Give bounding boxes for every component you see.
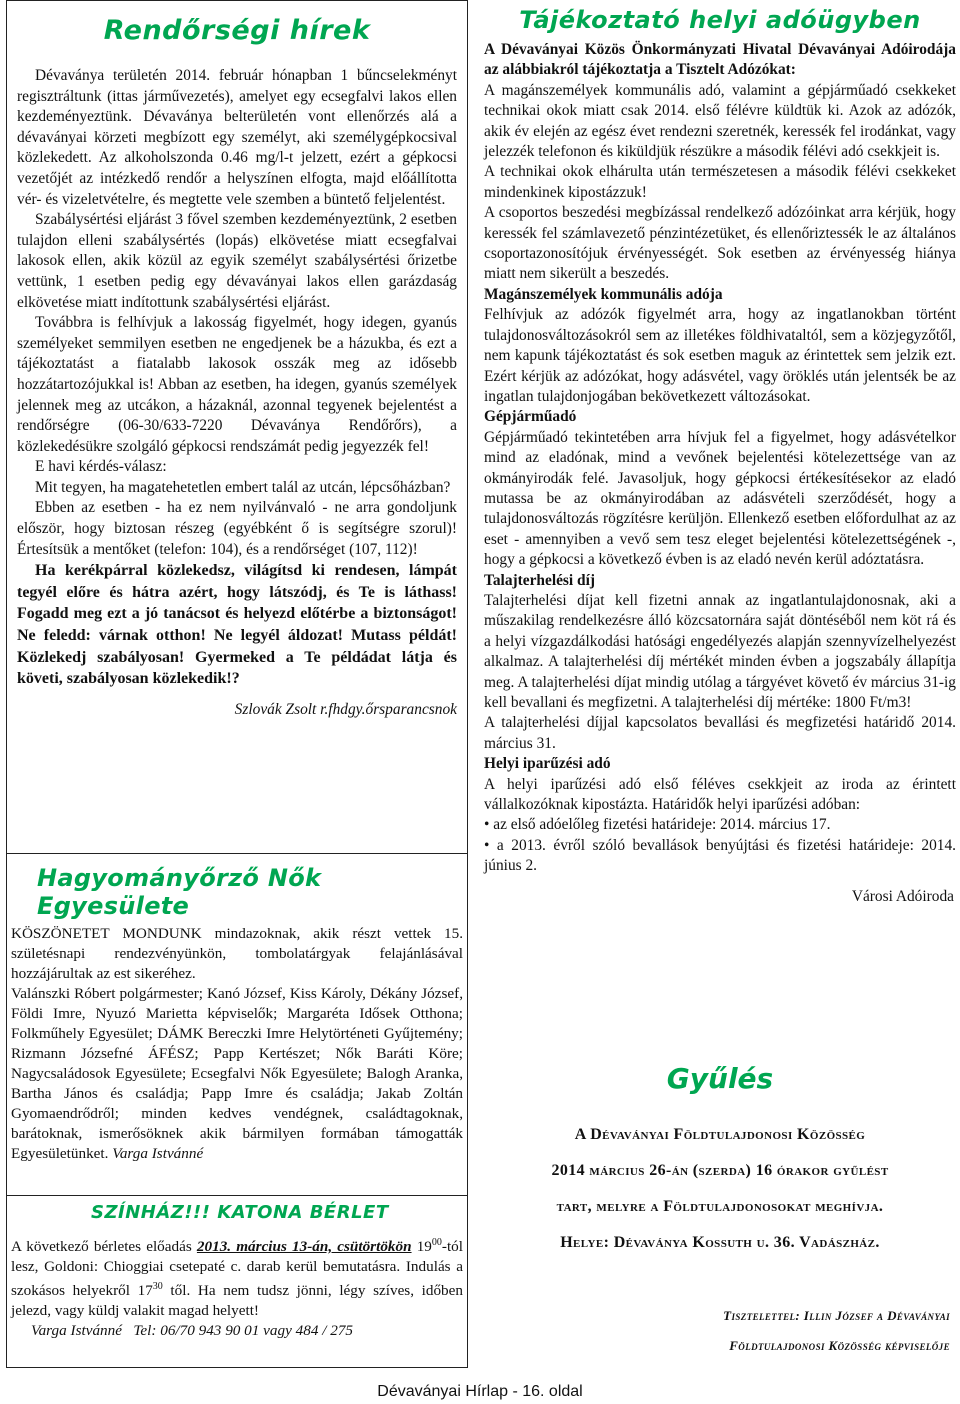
signature: Szlovák Zsolt r.fhdgy.őrsparancsnok — [234, 700, 457, 718]
paragraph: Talajterhelési díjat kell fizetni annak az ingatlantulajdonosnak, aki a műszakilag rendelkezésre álló közcsatornára saját döntéséből nem köt rá és a helyi vízgazdálkodási hatósági engedélyezés alapján szennyvízelhelyezést alkalmaz. A talajterhelési díj mértékét minden évben a jogszabály állapítja meg. A talajterhelési díjat mindig utólag a tárgyévet követő év március 31-ig kell bevallani és megfizetni. A talajterhelési díj mértéke: 1800 Ft/m3! — [484, 591, 956, 711]
paragraph: A helyi iparűzési adó első féléves csekkjeit az iroda az érintett vállalkozóknak kipostázta. Határidők helyi iparűzési adóban: — [484, 775, 956, 814]
contact-line: Varga Istvánné Tel: 06/70 943 90 01 vagy 484 / 275 — [31, 1322, 354, 1340]
paragraph: Szabálysértési eljárást 3 fővel szemben kezdeményeztünk, 2 esetben tulajdon elleni szabálysértés (lopás) elkövetése miatt ecsegfalvai lakosok ellen, akik közül az egyik személyt szabálysértési őrizetbe vettünk, 1 esetben pedig egy dévaványai lakos ellen garázdaság elkövetése miatt indítottunk szabálysértési eljárást. — [17, 211, 457, 311]
bullet-item: • az első adóelőleg fizetési határideje: 2014. március 17. — [484, 816, 831, 834]
paragraph: A talajterhelési díjjal kapcsolatos bevallási és megfizetési határidő 2014. március 31. — [484, 714, 956, 752]
paragraph: Gépjárműadó tekintetében arra hívjuk fel a figyelmet, hogy adásvételkor mind az eladónak, mind a vevőnek bejelentési kötelezettsége van az okmányirodák felé. Javasoljuk, hogy gépkocsi értékesítésekor az eladó mutassa be az okmányirodában az adásvételi szerződését, hogy a tulajdonosváltozás rögzítésre kerüljön. Ellenkező esetben előfordulhat az az eset - amennyiben a vevő sem tesz eleget bejelentési kötelezettségének -, hogy a gépkocsi a következő évben is az eladó nevén kerül adóztatásra. — [484, 428, 956, 569]
superscript: 30 — [152, 1281, 163, 1293]
signature: Varga Istvánné — [112, 1145, 204, 1162]
paragraph: Mit tegyen, ha magatehetetlen embert talál az utcán, lépcsőházban? — [35, 478, 451, 496]
signature: Városi Adóiroda — [851, 887, 954, 905]
theater-body — [11, 1233, 463, 1341]
tax-info-title: Tájékoztató helyi adóügyben — [519, 6, 921, 34]
meeting-signature — [484, 1301, 956, 1361]
section-heading: Talajterhelési díj — [484, 571, 596, 589]
association-body — [11, 924, 463, 1164]
section-heading: Gépjárműadó — [484, 408, 577, 426]
section-heading: Magánszemélyek kommunális adója — [484, 285, 723, 303]
thanks-list: Valánszki Róbert polgármester; Kanó József, Kiss Károly, Dékány József, Földi Imre, Nyuzó Marietta képviselők; Margaréta Idősek Otthona; Folkműhely Egyesület; DÁMK Bereczki Imre Helytörténeti Gyűjtemény; Rizmann Józsefné ÁFÉSZ; Papp Kertészet; Nők Baráti Köre; Nagycsaládosok Egyesülete; Ecsegfalvi Nők Egyesülete; Balogh Aranka, Bartha János és családja; Papp Imre és családja; Jakab Zoltán Gyomaendrődről; minden kedves vendégnek, családtagoknak, barátoknak, ismerősöknek akik bármilyen formában támogatták Egyesületünket. — [11, 985, 463, 1162]
text: A következő bérletes előadás — [11, 1238, 197, 1256]
text: 19 — [411, 1238, 432, 1256]
paragraph: KÖSZÖNETET MONDUNK mindazoknak, akik részt vettek 15. születésnapi rendezvényünkön, tombolatárgyak felajánlásával hozzájárultak az est sikeréhez. — [11, 925, 463, 982]
paragraph: A technikai okok elhárulta után természetesen a második félévi csekkeket mindenkinek kipostázzuk! — [484, 163, 956, 201]
meeting-line: 2014 március 26-án (szerda) 16 órakor gyűlést — [551, 1162, 889, 1179]
police-news-title: Rendőrségi hírek — [103, 15, 371, 46]
association-box — [6, 854, 468, 1196]
section-heading: Helyi iparűzési adó — [484, 755, 611, 773]
signature-line: Földtulajdonosi Közösség képviselője — [729, 1338, 950, 1353]
bullet-item: • a 2013. évről szóló bevallások benyújtási és fizetési határideje: 2014. június 2. — [484, 836, 956, 875]
text: től. Ha nem tudsz jönni, légy szíves, időben jelezd, vagy küldj valakit magad helyett! — [11, 1282, 463, 1320]
meeting-line: tart, melyre a Földtulajdonosokat meghívja. — [556, 1198, 884, 1215]
police-news-box — [6, 0, 468, 854]
paragraph: Dévaványa területén 2014. február hónapban 1 bűncselekményt regisztráltunk (ittas járművezetés), amelyet egy ecsegfalvi lakos ellen kezdeményeztünk. Dévaványa belterületén vont ellenőrzés alá a dévaványai körzeti megbízott egy személyt, aki személygépkocsival közlekedett. Az alkoholszonda 0.46 mg/l-t jelzett, ezért a gépkocsi vezetőjét az intézkedő rendőr a helyszínen elfogta, majd előállította vér- és vizeletvételre, és megtette vele szemben a büntető feljelentést. — [17, 67, 457, 208]
association-title: Hagyományőrző Nők Egyesülete — [37, 864, 322, 920]
superscript: 00 — [431, 1237, 442, 1248]
signature-line: Tisztelettel: Illin József a Dévaványai — [723, 1308, 950, 1323]
right-column — [484, 0, 956, 1353]
intro: A Dévaványai Közös Önkormányzati Hivatal Dévaványai Adóirodája az alábbiakról tájékoztatja a Tisztelt Adózókat: — [484, 41, 956, 79]
page-footer: Dévaványai Hírlap - 16. oldal — [377, 1383, 583, 1400]
paragraph — [11, 1233, 463, 1321]
meeting-line: A Dévaványai Földtulajdonosi Közösség — [574, 1126, 866, 1143]
paragraph: Továbbra is felhívjuk a lakosság figyelmét, hogy idegen, gyanús személyeket semmilyen esetben ne engedjenek be a házukba, és ezt a tájékoztatást a fiatalabb lakosok osszák meg az idősebb hozzátartozójukkal is! Abban az esetben, ha idegen, gyanús személyek jelennek meg az utcákon, a házaknál, azonnal tegyenek bejelentést a rendőrségre (06-30/633-7220 Dévaványa Rendőrőrs), a közlekedésükre szolgáló gépkocsi rendszámát pedig jegyezzék fel! — [17, 314, 457, 455]
theater-box — [6, 1196, 468, 1368]
bold-paragraph: Ha kerékpárral közlekedsz, világítsd ki rendesen, lámpát tegyél előre és hátra azért, hogy látszódj, és Te is láthass! Fogadd meg ezt a jó tanácsot és helyezd előtérbe a biztonságot! Ne feledd: várnak otthon! Ne legyél áldozat! Mutass példát! Közlekedj szabályosan! Gyermeked a Te példádat látja és követi, szabályosan közlekedik!? — [17, 562, 457, 688]
paragraph: Felhívjuk az adózók figyelmét arra, hogy az ingatlanokban történt tulajdonosváltozásokról sem az illetékes földhivataltól, sem a közjegyzőtől, nem kapunk tájékoztatást és sok esetben maguk az érintettek sem jelzik ezt. Ezért kérjük az adózókat, hogy adásvétel, vagy öröklés után jelentsék be az ingatlan tulajdonjogában bekövetkezett változásokat. — [484, 306, 956, 405]
paragraph: A magánszemélyek kommunális adó, valamint a gépjárműadó csekkeket technikai okok miatt csak 2014. első félévre küldtük ki. Azok az adózók, akik év elején az egész évet rendezni szeretnék, keressék fel irodánkat, vagy jelezzék telefonon és kiküldjük részükre a második félévi adó csekkjeit is. — [484, 81, 956, 161]
paragraph — [11, 984, 463, 1164]
date-text: 2013. március 13-án, csütörtökön — [196, 1238, 412, 1256]
theater-title: SZÍNHÁZ!!! KATONA BÉRLET — [91, 1202, 389, 1223]
meeting-line: Helye: Dévaványa Kossuth u. 36. Vadászház. — [560, 1234, 880, 1251]
meeting-notice — [484, 1062, 956, 1372]
paragraph: E havi kérdés-válasz: — [35, 458, 167, 476]
paragraph: A csoportos beszedési megbízással rendelkező adózóinkat arra kérjük, hogy keressék fel számlavezető pénzintézetüket, és ellenőriztessék le az általános csoportazonosítójuk érvényességét. Sok esetben az érvényesség hiánya miatt nem sikerült a beszedés. — [484, 204, 956, 283]
tax-info-body — [484, 40, 956, 907]
paragraph: Ebben az esetben - ha ez nem nyilvánvaló - ne arra gondoljunk először, hogy biztosan részeg (egyébként ő is segítségre szorul)! Értesítsük a mentőket (telefon: 104), és a rendőrséget (107, 112)! — [17, 499, 457, 558]
police-news-body — [17, 66, 457, 720]
meeting-details — [484, 1117, 956, 1261]
meeting-title: Gyűlés — [666, 1062, 774, 1095]
text: -tól lesz, Goldoni: Chioggiai csetepaté c. darab kerül bemutatásra. Indulás a szokásos helyekről 17 — [11, 1238, 463, 1300]
